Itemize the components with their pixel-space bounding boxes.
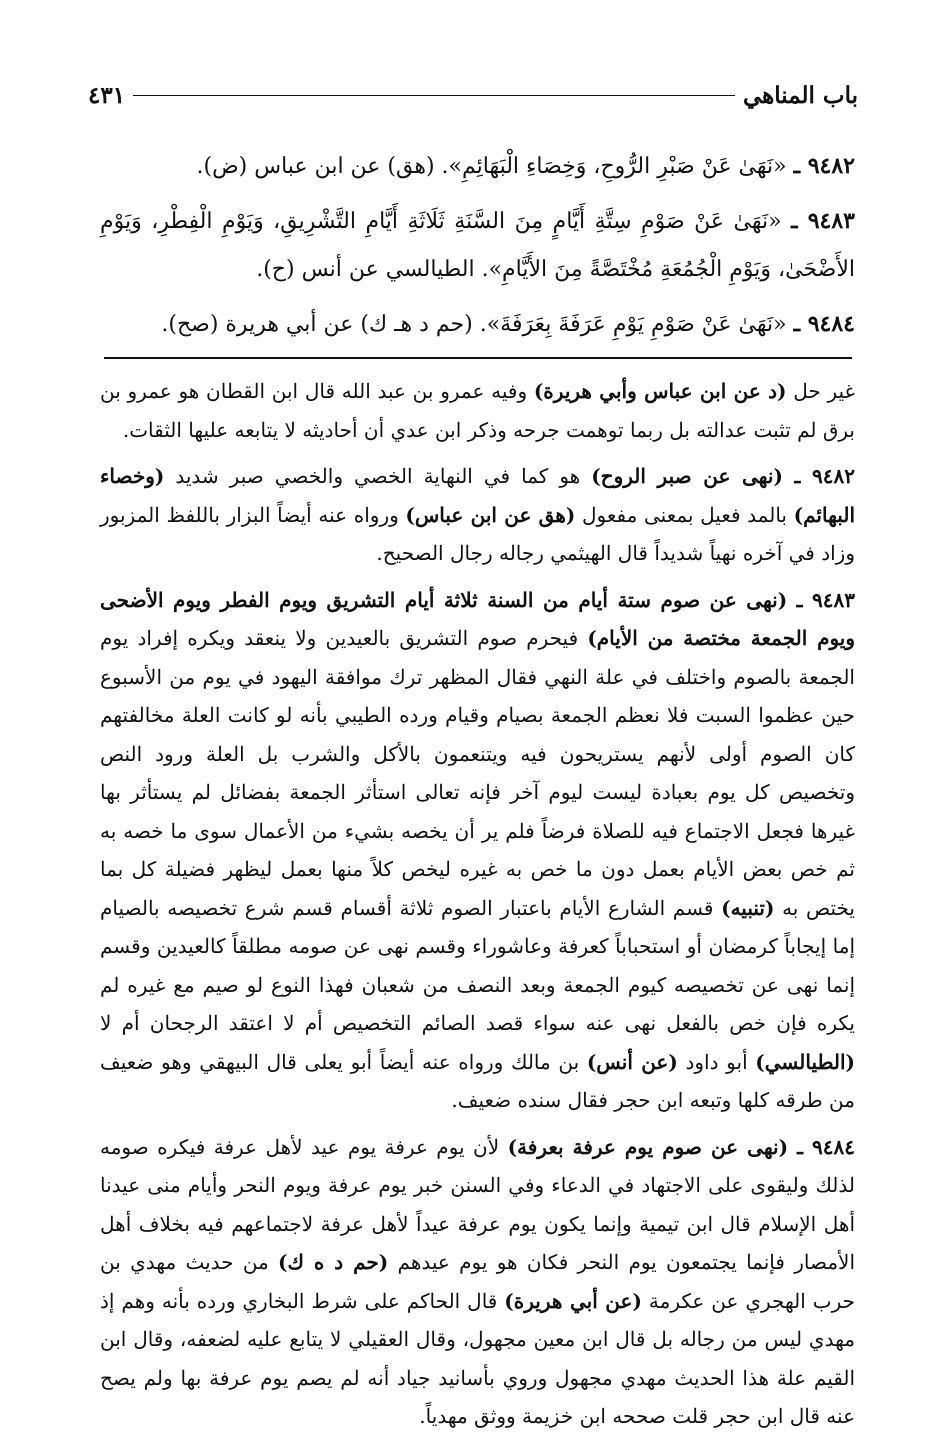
- hadith-number: ٩٤٨٢ ـ: [793, 153, 855, 179]
- intro-citation: (د عن ابن عباس وأبي هريرة): [533, 379, 787, 403]
- intro-text: وفيه عمرو بن عبد الله قال ابن القطان هو عمرو بن برق لم تثبت عدالته بل ربما توهمت جرحه وذكر ابن عدي أن أحاديثه لا يتابعه عليها الثقات.: [100, 379, 855, 442]
- commentary-citation: (هق عن ابن عباس): [405, 502, 576, 527]
- commentary-text: قال الحاكم على شرط البخاري ورده بأنه وهم إذ مهدي ليس من رجاله بل قال ابن معين مجهول، وقال العقيلي لا يتابع عليه لضعفه، وقال ابن القيم علة هذا الحديث مهدي مجهول وروي بأسانيد جياد أنه لم يصم يوم عرفة بها ولم يصح عنه قال ابن حجر قلت صححه ابن خزيمة ووثق مهدياً.: [100, 1288, 855, 1428]
- intro-text: غير حل: [786, 379, 855, 403]
- commentary-lead: ٩٤٨٤ ـ (نهى عن صوم يوم عرفة بعرفة): [507, 1134, 855, 1159]
- commentary-9483: [100, 581, 855, 1120]
- commentary-lead: ٩٤٨٣ ـ (نهى عن صوم ستة أيام من السنة ثلاثة أيام التشريق ويوم الفطر ويوم الأضحى ويوم الجمعة مختصة من الأيام): [100, 587, 856, 650]
- hadith-9482: [100, 142, 855, 191]
- commentary-citation: (الطيالسي): [755, 1049, 856, 1074]
- commentary-note-label: (تنبيه): [721, 895, 775, 920]
- commentary-citation: (حم د ه ك): [278, 1250, 389, 1274]
- commentary-text: هو كما في النهاية الخصي والخصي صبر شديد: [164, 464, 592, 488]
- chapter-title: باب المناهي: [742, 81, 858, 109]
- commentary-section: [100, 372, 855, 1444]
- page-number: ٤٣١: [88, 81, 126, 109]
- commentary-9484: [100, 1128, 855, 1436]
- commentary-intro: [100, 372, 855, 449]
- page-header: [88, 78, 858, 112]
- commentary-quote: (وخصاء البهائم): [100, 464, 855, 527]
- commentary-lead: ٩٤٨٢ ـ (نهى عن صبر الروح): [591, 464, 855, 488]
- commentary-text: من حديث مهدي بن حرب الهجري عن عكرمة: [100, 1250, 856, 1313]
- commentary-text: فيحرم صوم التشريق بالعيدين ولا ينعقد ويكره إفراد يوم الجمعة بالصوم واختلف في علة النهي فقال المظهر ترك موافقة اليهود في يوم من الأسبوع حين عظموا السبت فلا نعظم الجمعة بصيام وقيام ورده الطيبي بأنه لو كانت العلة مخالفتهم كان الصوم أولى لأنهم يستريحون فيه ويتنعمون بالأكل والشرب بل العلة ورود النص وتخصيص كل يوم بعبادة ليست ليوم آخر فإنه تعالى استأثر الجمعة بفضائل لم يستأثر بها غيرها فجعل الاجتماع فيه للصلاة فرضاً فلم ير أن يخصه بشيء من الأعمال سوى ما خصه به ثم خص بعض الأيام بعمل دون ما خص به غيره ليخص كلاً منها بعمل ليظهر فضيلة كل بما يختص به: [100, 626, 855, 920]
- header-rule: [133, 95, 735, 96]
- commentary-text: أبو داود: [677, 1049, 756, 1074]
- hadith-9483: [100, 197, 855, 294]
- hadith-body: «نَهَىٰ عَنْ صَوْمِ يَوْمِ عَرَفَةَ بِعَرَفَةَ». (حم د هـ ك) عن أبي هريرة (صح).: [161, 312, 787, 337]
- hadith-body: «نَهَىٰ عَنْ صَوْمِ سِتَّةِ أَيَّامٍ مِنَ السَّنَةِ ثَلَاثَةِ أَيَّامِ التَّشْرِيقِ، وَيَوْمِ الْفِطْرِ، وَيَوْمِ الأَضْحَىٰ، وَيَوْمِ الْجُمُعَةِ مُخْتَصَّةً مِنَ الأَيَّامِ». الطيالسي عن أنس (ح).: [100, 209, 855, 282]
- commentary-text: بالمد فعيل بمعنى مفعول: [575, 502, 794, 527]
- commentary-text: قسم الشارع الأيام باعتبار الصوم ثلاثة أقسام قسم شرع تخصيصه بالصيام إما إيجاباً كرمضان أو استحباباً كعرفة وعاشوراء وقسم نهى عن صومه مطلقاً كالعيدين وقسم إنما نهى عن تخصيصه كيوم الجمعة وبعد النصف من شعبان فهذا النوع لو صيم مع غيره لم يكره فإن خص بالفعل نهى عنه سواء قصد الصائم التخصيص أم لا اعتقد الرجحان أم لا: [100, 895, 855, 1035]
- commentary-9482: [100, 457, 855, 573]
- commentary-citation: (عن أبي هريرة): [504, 1288, 642, 1313]
- commentary-text: ورواه عنه أيضاً البزار باللفظ المزبور وزاد في آخره نهياً شديداً قال الهيثمي رجاله رجال الصحيح.: [100, 502, 855, 565]
- commentary-text: لأن يوم عرفة يوم عيد لأهل عرفة فيكره صومه لذلك وليقوى على الاجتهاد في الدعاء وفي السنن خبر يوم عرفة ويوم النحر وأيام منى عيدنا أهل الإسلام قال ابن تيمية وإنما يكون يوم عرفة عيداً لأهل عرفة لاجتماعهم فيه بخلاف أهل الأمصار فإنما يجتمعون يوم النحر فكان هو يوم عيدهم: [100, 1134, 856, 1274]
- commentary-text: بن مالك ورواه عنه أيضاً أبو يعلى قال البيهقي وهو ضعيف من طرقه كلها وتبعه ابن حجر فقال سنده ضعيف.: [100, 1049, 855, 1112]
- hadith-text-section: [100, 142, 855, 355]
- hadith-number: ٩٤٨٣ ـ: [791, 208, 855, 234]
- section-divider: [104, 357, 852, 359]
- hadith-9484: [100, 300, 855, 349]
- hadith-body: «نَهَىٰ عَنْ صَبْرِ الرُّوحِ، وَخِصَاءِ الْبَهَائِمِ». (هق) عن ابن عباس (ض).: [196, 154, 787, 179]
- commentary-citation: (عن أنس): [586, 1049, 678, 1074]
- hadith-number: ٩٤٨٤ ـ: [793, 311, 855, 337]
